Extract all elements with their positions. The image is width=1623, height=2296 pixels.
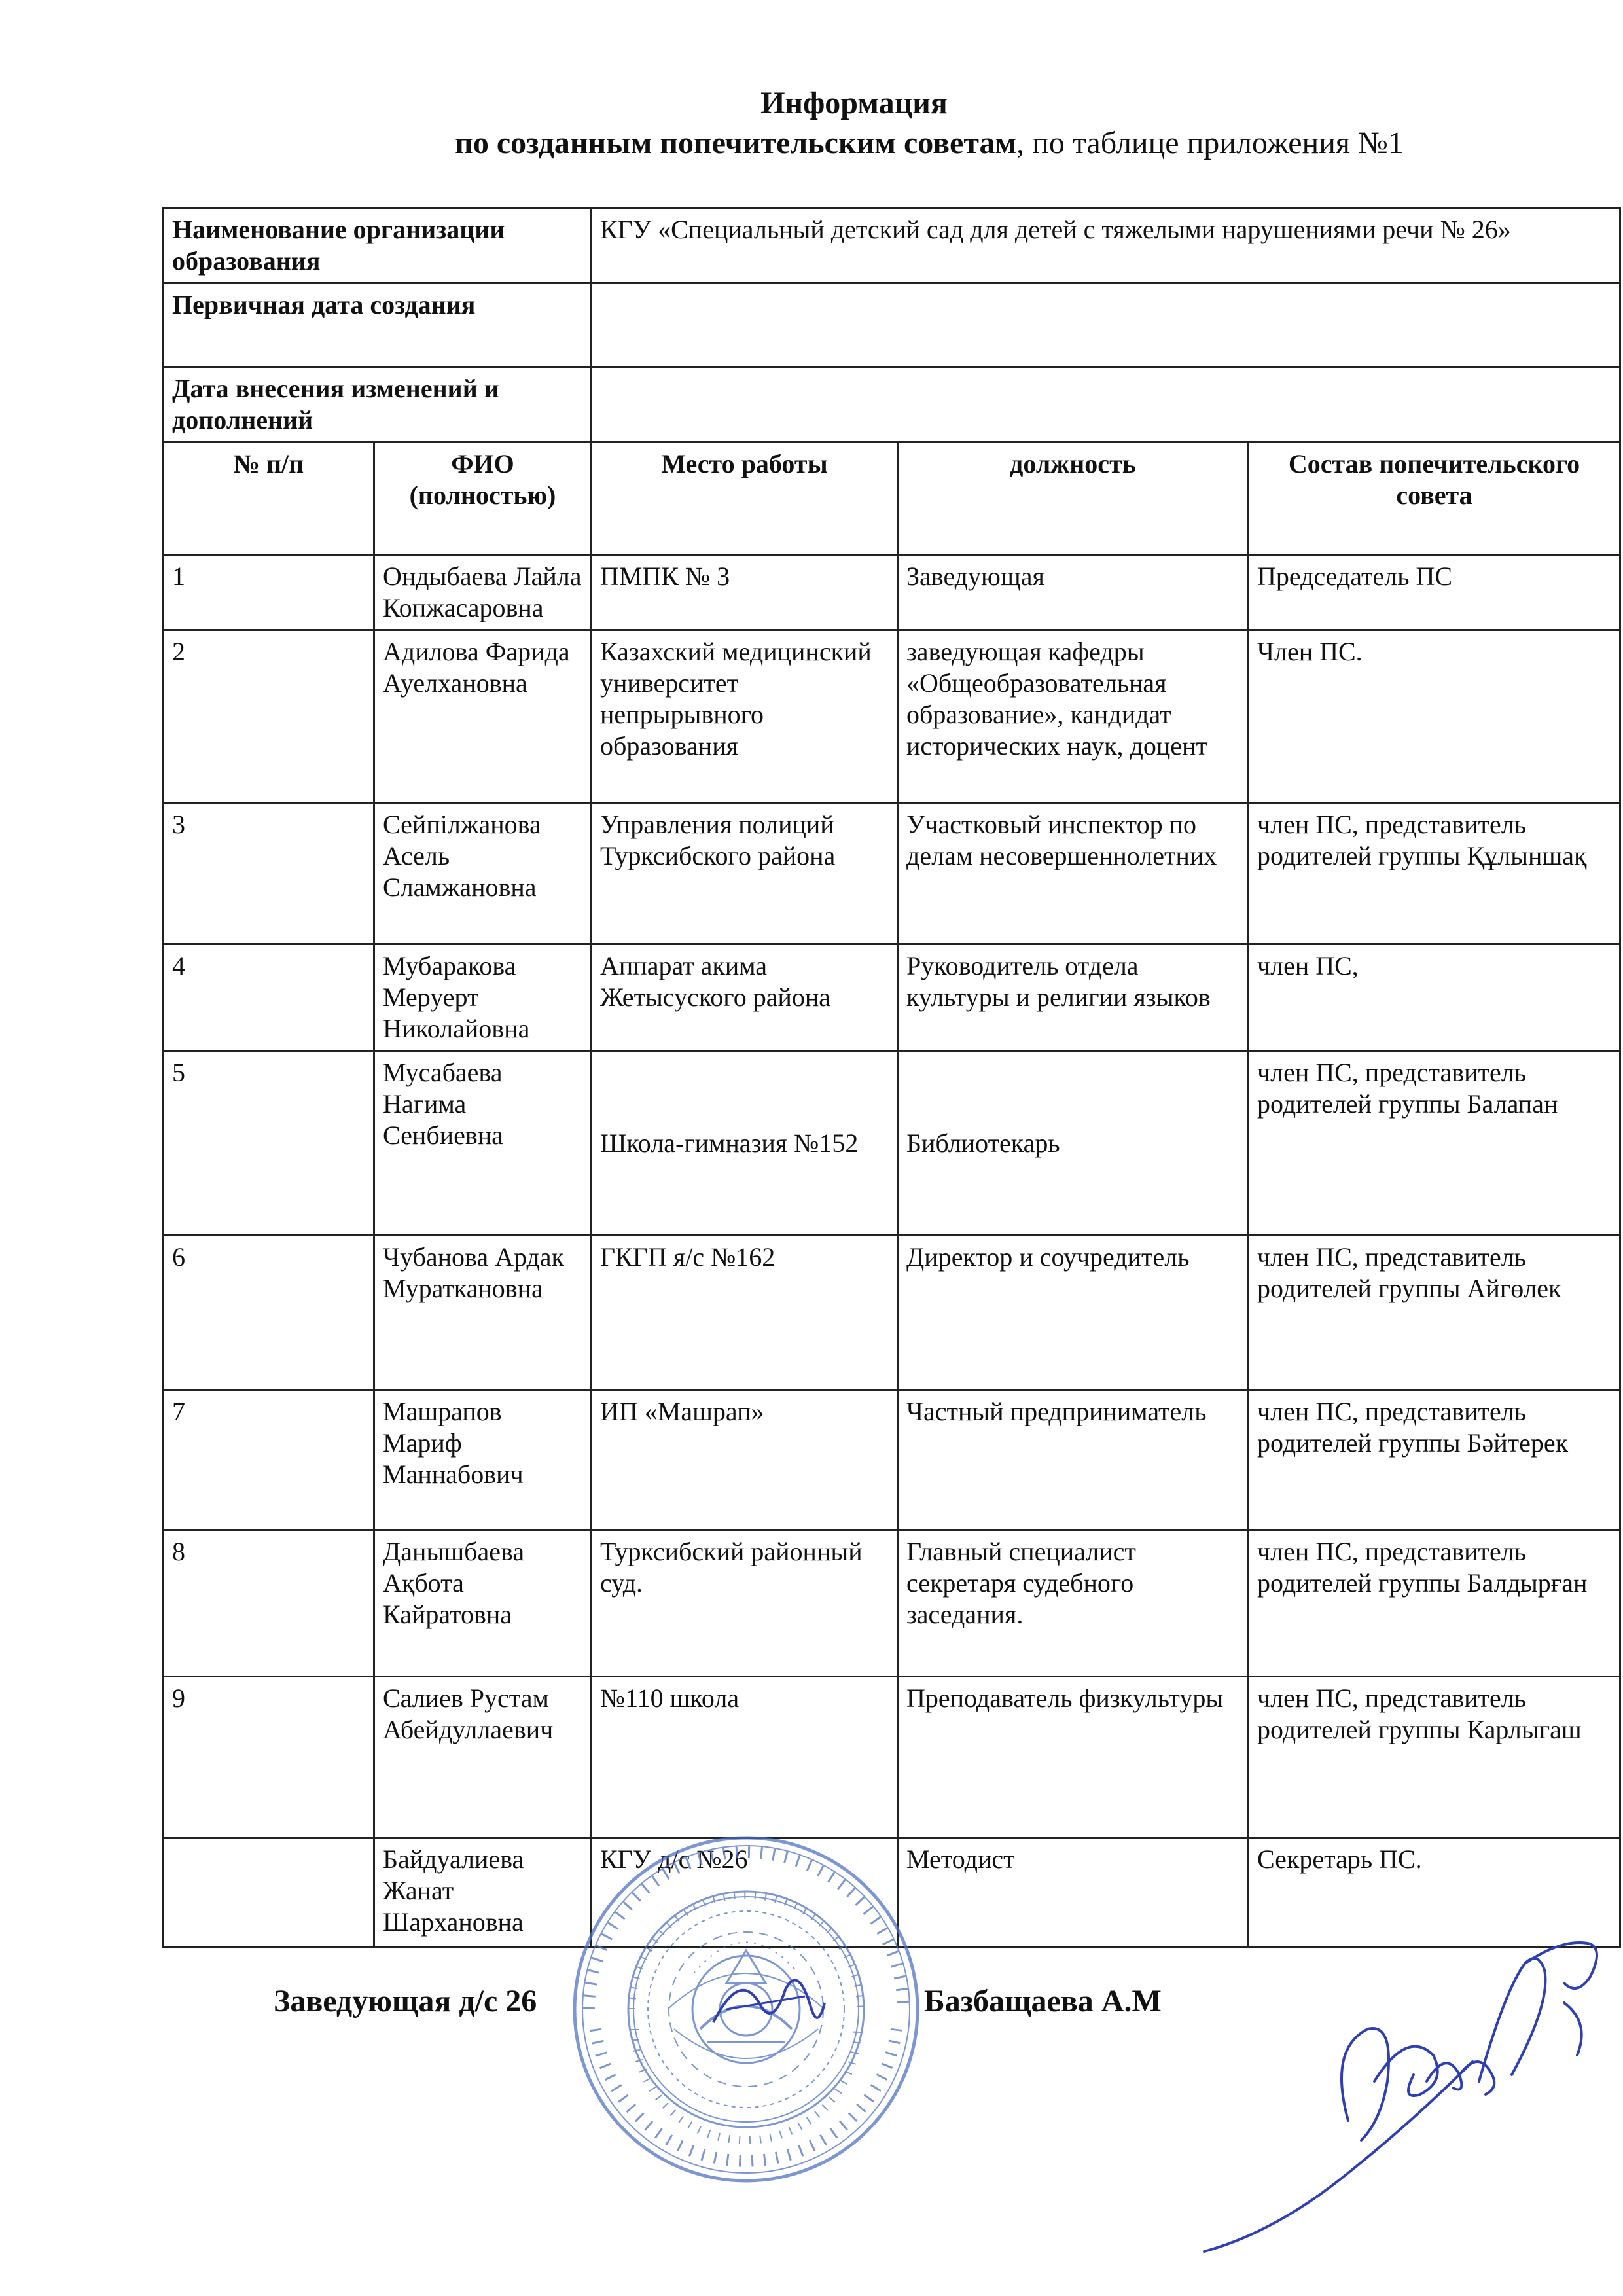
- subtitle-bold: по созданным попечительским советам: [455, 126, 1017, 160]
- row-name: Салиев Рустам Абейдуллаевич: [374, 1677, 592, 1838]
- table-row: [164, 1051, 1620, 1236]
- created-value: [592, 283, 1620, 367]
- org-label: Наименование организации образования: [164, 208, 592, 283]
- signature-name: Базбащаева А.М: [924, 1984, 1162, 2018]
- row-num: 6: [164, 1236, 374, 1390]
- meta-row-changed: [164, 367, 1620, 442]
- column-header-row: [164, 442, 1620, 555]
- row-work: ПМПК № 3: [592, 555, 898, 630]
- row-position: Библиотекарь: [898, 1051, 1249, 1236]
- row-position: Преподаватель физкультуры: [898, 1677, 1249, 1838]
- trustees-table: [162, 207, 1621, 1948]
- signature-icon: [1198, 1924, 1616, 2265]
- row-role: член ПС, представитель родителей группы Карлыгаш: [1249, 1677, 1620, 1838]
- row-name: Машрапов Мариф Маннабович: [374, 1390, 592, 1530]
- changed-label: Дата внесения изменений и дополнений: [164, 367, 592, 442]
- row-position: заведующая кафедры «Общеобразовательная образование», кандидат исторических наук, доцент: [898, 630, 1249, 803]
- row-work: №110 школа: [592, 1677, 898, 1838]
- row-work: КГУ д/с №26: [592, 1838, 898, 1948]
- row-name: Ондыбаева Лайла Копжасаровна: [374, 555, 592, 630]
- row-num: [164, 1838, 374, 1948]
- col-header-name: ФИО (полностью): [374, 442, 592, 555]
- small-signature-icon: [700, 1964, 831, 2042]
- row-role: Секретарь ПС.: [1249, 1838, 1620, 1948]
- row-position: Участковый инспектор по делам несовершеннолетних: [898, 803, 1249, 944]
- row-name: Адилова Фарида Ауелхановна: [374, 630, 592, 803]
- row-role: член ПС, представитель родителей группы Айгөлек: [1249, 1236, 1620, 1390]
- row-work: Турксибский районный суд.: [592, 1530, 898, 1677]
- row-name: Данышбаева Ақбота Кайратовна: [374, 1530, 592, 1677]
- row-name: Мусабаева Нагима Сенбиевна: [374, 1051, 592, 1236]
- subtitle-rest: , по таблице приложения №1: [1016, 126, 1404, 160]
- col-header-position: должность: [898, 442, 1249, 555]
- row-position: Главный специалист секретаря судебного заседания.: [898, 1530, 1249, 1677]
- row-num: 8: [164, 1530, 374, 1677]
- created-label: Первичная дата создания: [164, 283, 592, 367]
- document-title: Информация: [760, 86, 948, 120]
- row-work: ИП «Машрап»: [592, 1390, 898, 1530]
- table-row: [164, 1677, 1620, 1838]
- row-num: 9: [164, 1677, 374, 1838]
- signature-block: [0, 1950, 1623, 2278]
- row-role: Член ПС.: [1249, 630, 1620, 803]
- changed-value: [592, 367, 1620, 442]
- table-row: [164, 1530, 1620, 1677]
- table-row: [164, 1390, 1620, 1530]
- meta-row-org: [164, 208, 1620, 283]
- row-work: ГКГП я/с №162: [592, 1236, 898, 1390]
- col-header-role: Состав попечительского совета: [1249, 442, 1620, 555]
- row-role: Председатель ПС: [1249, 555, 1620, 630]
- row-name: Чубанова Ардак Мураткановна: [374, 1236, 592, 1390]
- row-work: Аппарат акима Жетысуского района: [592, 944, 898, 1051]
- row-num: 3: [164, 803, 374, 944]
- row-position: Руководитель отдела культуры и религии языков: [898, 944, 1249, 1051]
- signature-title: Заведующая д/с 26: [274, 1984, 537, 2018]
- table-row: [164, 944, 1620, 1051]
- meta-row-created: [164, 283, 1620, 367]
- row-name: Мубаракова Меруерт Николайовна: [374, 944, 592, 1051]
- row-num: 1: [164, 555, 374, 630]
- row-name: Сейпілжанова Асель Сламжановна: [374, 803, 592, 944]
- org-value: КГУ «Специальный детский сад для детей с тяжелыми нарушениями речи № 26»: [592, 208, 1620, 283]
- row-num: 7: [164, 1390, 374, 1530]
- row-work: Школа-гимназия №152: [592, 1051, 898, 1236]
- document-subtitle: [236, 123, 1623, 164]
- row-role: член ПС, представитель родителей группы Құлыншақ: [1249, 803, 1620, 944]
- row-work: Казахский медицинский университет непрырывного образования: [592, 630, 898, 803]
- table-row: [164, 630, 1620, 803]
- col-header-work: Место работы: [592, 442, 898, 555]
- table-row: [164, 803, 1620, 944]
- row-role: член ПС, представитель родителей группы Балапан: [1249, 1051, 1620, 1236]
- row-role: член ПС, представитель родителей группы Балдырған: [1249, 1530, 1620, 1677]
- row-position: Частный предприниматель: [898, 1390, 1249, 1530]
- row-position: Методист: [898, 1838, 1249, 1948]
- row-work: Управления полиций Турксибского района: [592, 803, 898, 944]
- row-num: 2: [164, 630, 374, 803]
- row-position: Заведующая: [898, 555, 1249, 630]
- row-num: 4: [164, 944, 374, 1051]
- table-row: [164, 555, 1620, 630]
- title-block: [0, 84, 1623, 164]
- table-row: [164, 1236, 1620, 1390]
- col-header-num: № п/п: [164, 442, 374, 555]
- row-num: 5: [164, 1051, 374, 1236]
- row-name: Байдуалиева Жанат Шархановна: [374, 1838, 592, 1948]
- row-position: Директор и соучредитель: [898, 1236, 1249, 1390]
- row-role: член ПС, представитель родителей группы Бәйтерек: [1249, 1390, 1620, 1530]
- row-role: член ПС,: [1249, 944, 1620, 1051]
